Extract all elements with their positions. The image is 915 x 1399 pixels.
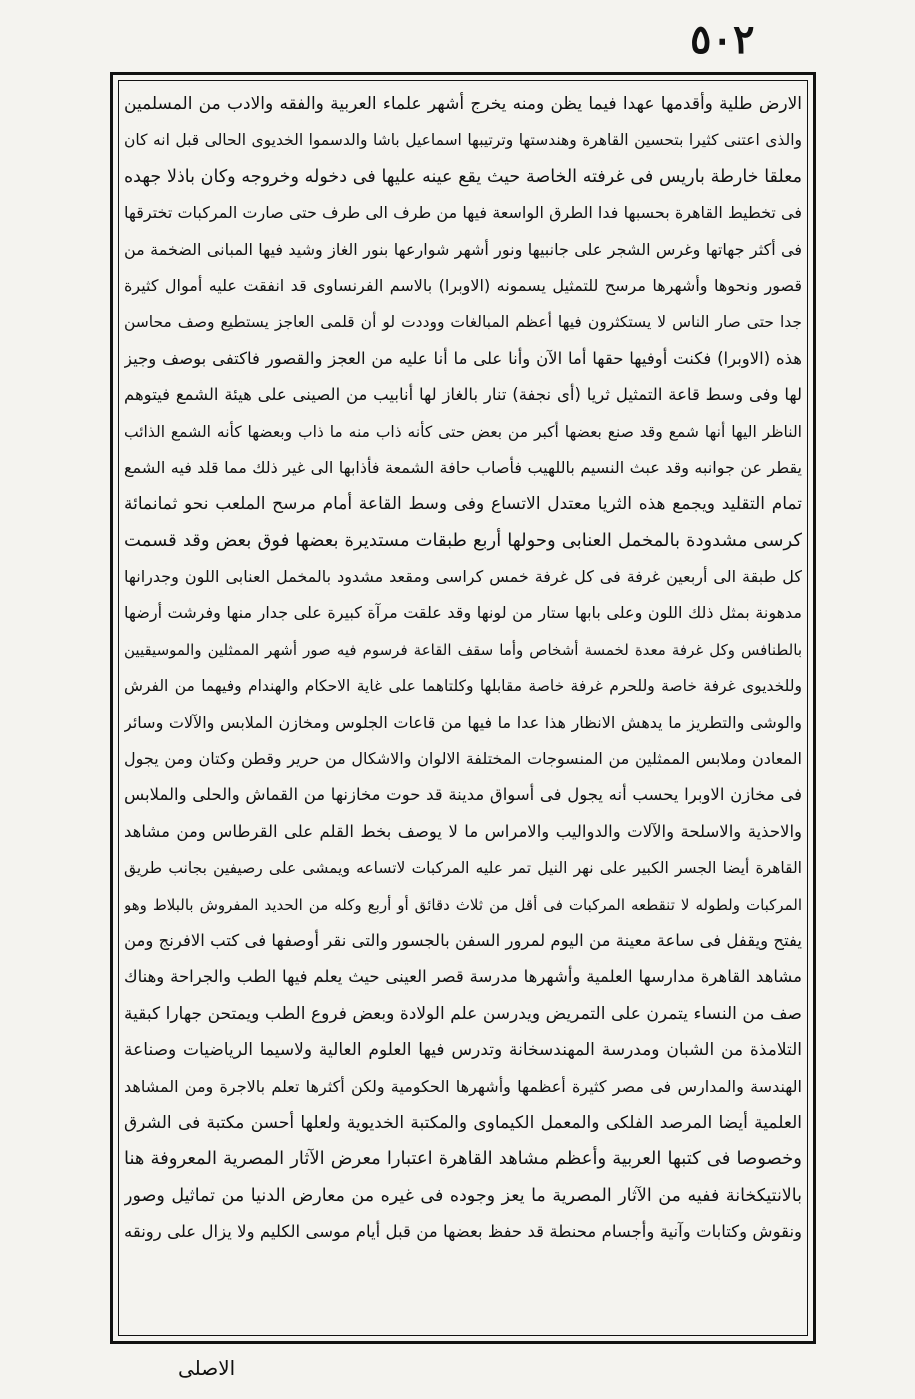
- body-text: [124, 86, 802, 1332]
- text-line: مدهونة بمثل ذلك اللون وعلى بابها ستار من لونها وقد علقت مرآة كبيرة على جدار منها وفرشت أرضها: [124, 603, 802, 623]
- text-line: يقطر عن جوانبه وقد عبث النسيم باللهيب فأصاب حافة الشمعة فأذابها الى غير ذلك مما قلد فيه الشمع: [124, 457, 802, 477]
- text-line: الارض طلية وأقدمها عهدا فيما يظن ومنه يخرج أشهر علماء العربية والفقه والادب من المسلمين: [124, 94, 802, 114]
- text-line: فى مخازن الاوبرا يحسب أنه يجول فى أسواق مدينة قد حوت مخازنها من القماش والحلى والملابس: [124, 785, 802, 805]
- text-line: بالطنافس وكل غرفة معدة لخمسة أشخاص وأما سقف القاعة فرسوم فيه صور أشهر الممثلين والموسيقيين: [124, 640, 802, 659]
- text-line: الهندسة والمدارس فى مصر كثيرة أعظمها وأشهرها الحكومية ولكن أكثرها تعلم بالاجرة ومن المشاهد: [124, 1076, 802, 1096]
- text-line: مشاهد القاهرة مدارسها العلمية وأشهرها مدرسة قصر العينى حيث يعلم فيها الطب والجراحة وهناك: [124, 967, 802, 987]
- text-line: لها وفى وسط قاعة التمثيل ثريا (أى نجفة) تنار بالغاز لها أنابيب من الصينى على هيئة الشمع فيتوهم: [124, 385, 802, 405]
- catchword: الاصلى: [178, 1356, 236, 1380]
- text-line: معلقا خارطة باريس فى غرفته الخاصة حيث يقع عينه عليها فى دخوله وخروجه وكان باذلا جهده: [124, 166, 802, 187]
- text-line: هذه (الاوبرا) فكنت أوفيها حقها أما الآن وأنا على ما أنا عليه من العجز والقصور فاكتفى بوصف وجيز: [124, 348, 802, 368]
- text-line: القاهرة أيضا الجسر الكبير على نهر النيل تمر عليه المركبات لاتساعه ويمشى على رصيفين بجانب طريق: [124, 859, 802, 878]
- text-line: فى أكثر جهاتها وغرس الشجر على جانبيها ونور أشهر شوارعها بنور الغاز وشيد فيها المبانى الضخمة من: [124, 239, 802, 259]
- text-line: كرسى مشدودة بالمخمل العنابى وحولها أربع طبقات مستديرة بعضها فوق بعض وقد قسمت: [124, 529, 802, 551]
- text-line: التلامذة من الشبان ومدرسة المهندسخانة وتدرس فيها العلوم العالية ولاسيما الرياضيات وصناعة: [124, 1040, 802, 1061]
- text-line: والذى اعتنى كثيرا بتحسين القاهرة وهندستها وترتيبها اسماعيل باشا والدسموا الخديوى الحالى قبل انه كان: [124, 131, 802, 150]
- text-line: جدا حتى صار الناس لا يستكثرون فيها أعظم المبالغات ووددت لو أن قلمى العاجز يستطيع وصف محاسن: [124, 313, 802, 332]
- text-line: كل طبقة الى أربعين غرفة فى كل غرفة خمس كراسى ومقعد مشدود بالمخمل العنابى اللون وجدرانها: [124, 567, 802, 587]
- text-line: فى تخطيط القاهرة بحسبها فدا الطرق الواسعة فيها من طرف الى طرف حتى صارت المركبات تخترقها: [124, 203, 802, 223]
- text-line: والاحذية والاسلحة والآلات والدواليب والامراس ما لا يوصف بخط القلم على القرطاس ومن مشاهد: [124, 821, 802, 841]
- text-line: قصور ونحوها وأشهرها مرسح للتمثيل يسمونه (الاوبرا) بالاسم الفرنساوى قد انفقت عليه أموال كثيرة: [124, 275, 802, 295]
- text-line: [124, 1251, 802, 1287]
- text-line: المعادن وملابس الممثلين من المنسوجات المختلفة الالوان والاشكال من حرير وقطن وكتان ومن يجول: [124, 749, 802, 769]
- text-line: المركبات ولطوله لا تنقطعه المركبات فى أقل من ثلاث دقائق أو أربع وكله من الحديد المفروش بالبلاط وهو: [124, 895, 802, 914]
- text-line: تمام التقليد ويجمع هذه الثريا معتدل الاتساع وفى وسط القاعة أمام مرسح الملعب نحو ثمانمائة: [124, 494, 802, 515]
- text-line: العلمية أيضا المرصد الفلكى والمعمل الكيماوى والمكتبة الخديوية ولعلها أحسن مكتبة فى الشرق: [124, 1112, 802, 1133]
- text-line: صف من النساء يتمرن على التمريض ويدرسن علم الولادة وبعض فروع الطب ويمتحن جهارا كبقية: [124, 1003, 802, 1024]
- text-line: الناظر اليها أنها شمع وقد صنع بعضها أكبر من بعض حتى كأنه ذاب منه ما ذاب وبعضها كأنه الشمع الذائب: [124, 422, 802, 441]
- text-line: ونقوش وكتابات وآنية وأجسام محنطة قد حفظ بعضها من قبل أيام موسى الكليم ولا يزال على رونقه: [124, 1222, 802, 1242]
- text-line: بالانتيكخانة ففيه من الآثار المصرية ما يعز وجوده فى غيره من معارض الدنيا من تماثيل وصور: [124, 1185, 802, 1206]
- text-line: وخصوصا فى كتبها العربية وأعظم مشاهد القاهرة اعتبارا معرض الآثار المصرية المعروفة هنا: [124, 1148, 802, 1170]
- text-line: يفتح ويقفل فى ساعة معينة من اليوم لمرور السفن بالجسور والتى نقر أوصفها فى كتب الافرنج ومن: [124, 930, 802, 950]
- text-line: والوشى والتطريز ما يدهش الانظار هذا عدا ما فيها من قاعات الجلوس ومخازن الملابس والآلات وسائر: [124, 712, 802, 732]
- page-number: ٥٠٢: [690, 16, 755, 63]
- text-line: وللخديوى غرفة خاصة وللحرم غرفة خاصة مقابلها وكلتاهما على غاية الاحكام والهندام وفيهما من الفرش: [124, 677, 802, 696]
